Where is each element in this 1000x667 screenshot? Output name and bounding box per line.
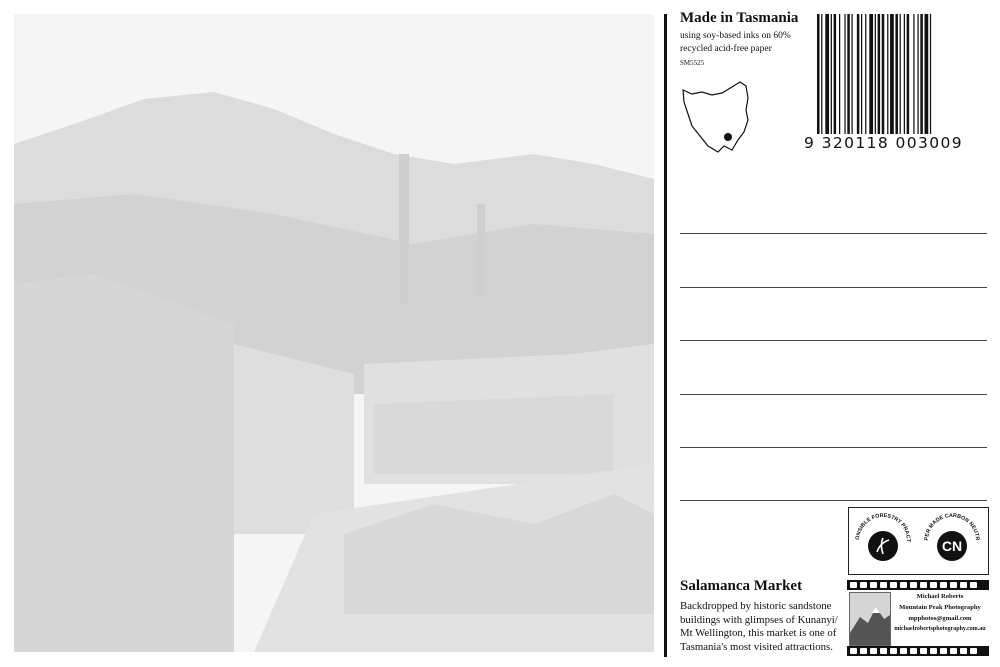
barcode-bar (904, 14, 905, 134)
barcode-bar (882, 14, 885, 134)
address-line (680, 394, 987, 395)
address-line (680, 287, 987, 288)
barcode-bar (861, 14, 862, 134)
barcode-bar (817, 14, 820, 134)
barcode-bar (844, 14, 845, 134)
photographer-credit (847, 580, 989, 656)
barcode-bar (913, 14, 914, 134)
barcode-bar (907, 14, 910, 134)
film-strip-icon (847, 646, 989, 656)
carbon-neutral-mark: CN (941, 538, 963, 554)
center-divider (664, 14, 667, 657)
barcode-bar (875, 14, 876, 134)
barcode-bar (900, 14, 901, 134)
barcode-bar (878, 14, 881, 134)
made-in-tasmania-title: Made in Tasmania (680, 10, 799, 26)
barcode-bar (851, 14, 852, 134)
barcode-bar (834, 14, 837, 134)
barcode-bar (831, 14, 832, 134)
caption-title: Salamanca Market (680, 578, 803, 594)
tasmania-map-icon (680, 80, 752, 154)
carbon-badge-label: PER MADE CARBON NEUTR (923, 512, 981, 541)
salamanca-photo (14, 14, 654, 652)
print-info-text: using soy-based inks on 60% recycled acid-free paper (680, 31, 791, 54)
barcode-bar (821, 14, 822, 134)
barcode-bar (847, 14, 850, 134)
barcode (817, 14, 989, 134)
photographer-name: Michael Roberts (916, 593, 964, 600)
address-line (680, 233, 987, 234)
barcode-bar (930, 14, 931, 134)
studio-name: Mountain Peak Photography (899, 604, 981, 611)
address-line (680, 340, 987, 341)
address-line (680, 447, 987, 448)
product-code: SM5525 (680, 59, 705, 67)
contact-email: mpphotos@gmail.com (908, 615, 972, 622)
barcode-bar (895, 14, 898, 134)
film-strip-icon (847, 580, 989, 590)
barcode-bar (865, 14, 866, 134)
barcode-bar (890, 14, 894, 134)
barcode-bar (887, 14, 888, 134)
barcode-bar (925, 14, 929, 134)
credit-text-block (891, 591, 989, 635)
barcode-bar (839, 14, 840, 134)
eco-badges (848, 507, 989, 575)
barcode-bar (857, 14, 860, 134)
address-line (680, 500, 987, 501)
caption-text: Backdropped by historic sandstone buildings with glimpses of Kunanyi/ Mt Wellington, this market is one of Tasmania's most visited attractions. (680, 600, 838, 653)
forestry-badge-label: ONSIBLE FORESTRY PRACT (854, 512, 912, 543)
barcode-bar (825, 14, 829, 134)
website-url: michaelrobertsphotography.com.au (894, 626, 986, 632)
credit-mountain-thumbnail (849, 592, 891, 646)
barcode-bar (869, 14, 873, 134)
barcode-bar (917, 14, 918, 134)
barcode-bar (920, 14, 923, 134)
barcode-number: 9 320118 003009 (804, 134, 964, 152)
